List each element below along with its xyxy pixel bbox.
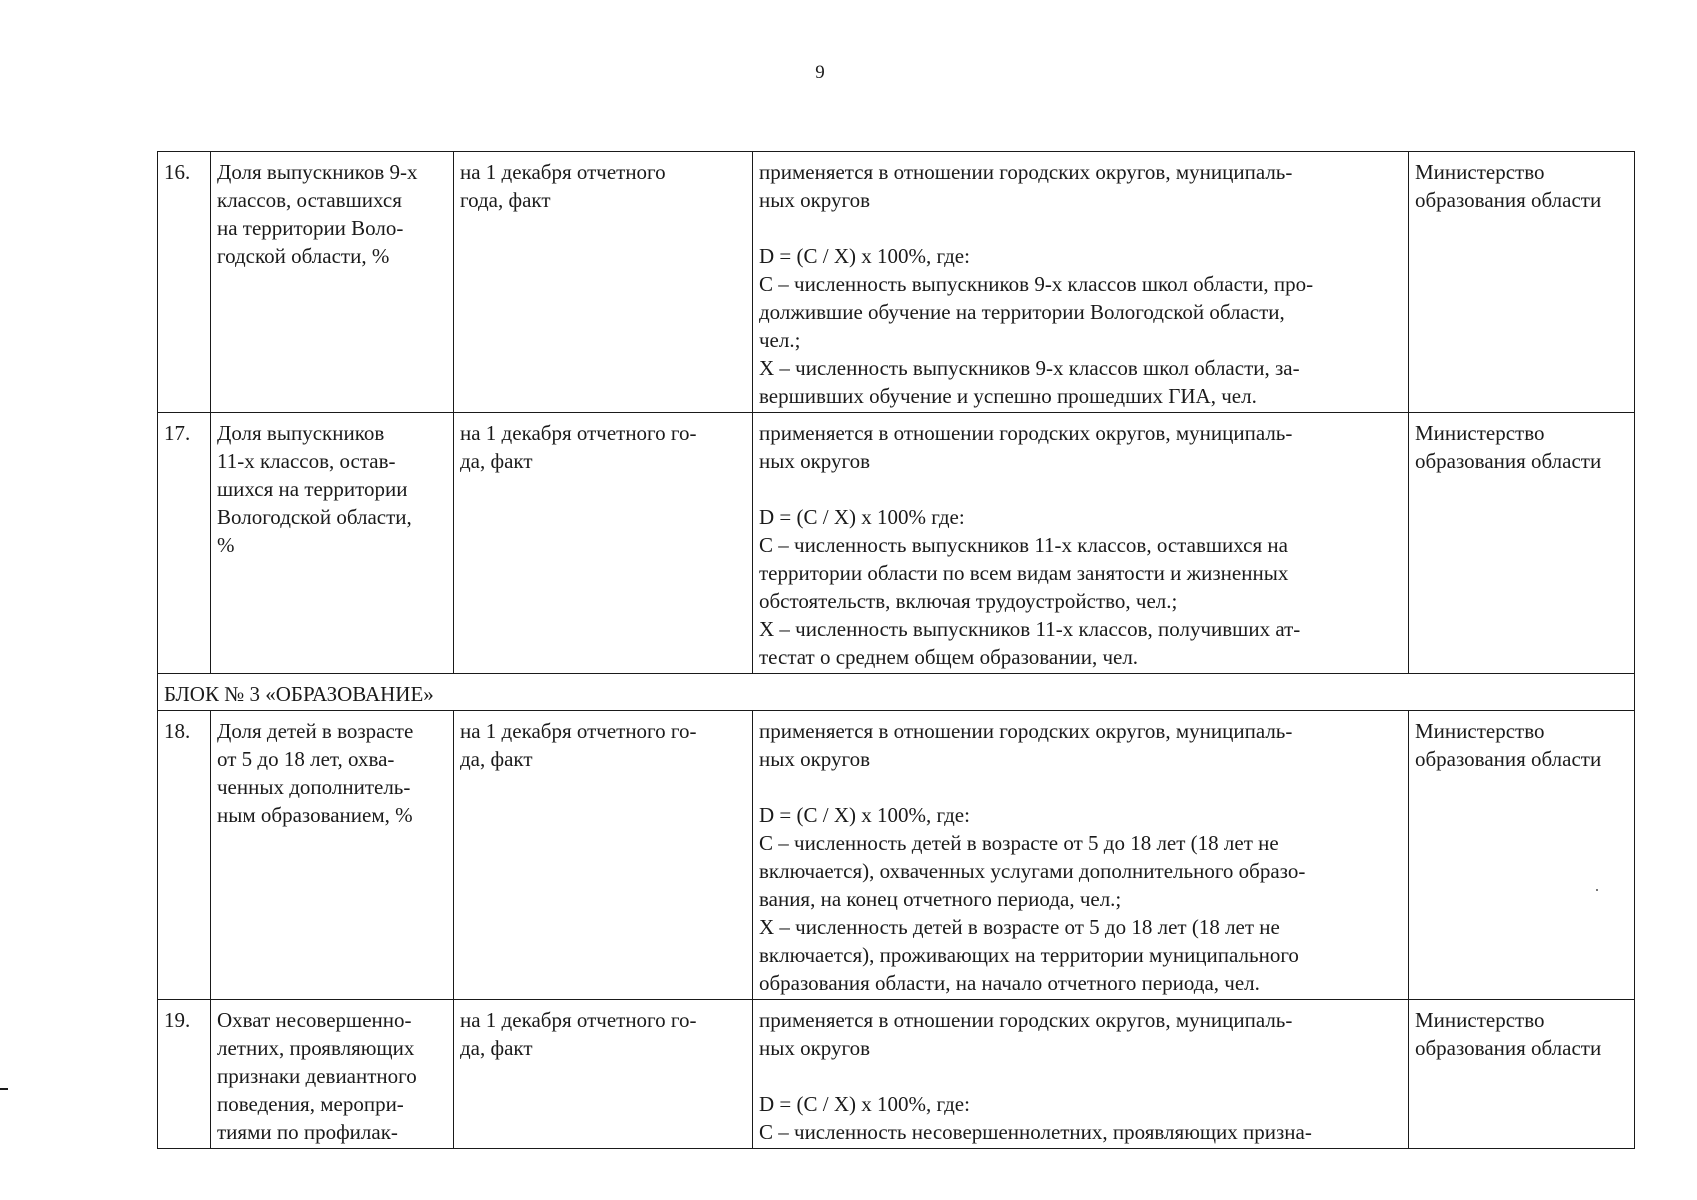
block-header-row	[158, 674, 1635, 711]
text-line: C – численность несовершеннолетних, проявляющих призна-	[759, 1120, 1312, 1144]
text-line: чел.;	[759, 328, 801, 352]
method-cell	[753, 413, 1409, 674]
text-line: Министерство	[1415, 1008, 1545, 1032]
paragraph-gap	[759, 475, 1404, 503]
text-line: образования области	[1415, 449, 1602, 473]
text-line: C – численность детей в возрасте от 5 до 18 лет (18 лет не	[759, 831, 1279, 855]
scan-speck	[1596, 889, 1598, 891]
text-line: Доля выпускников 9-х	[217, 160, 418, 184]
text-line: классов, оставшихся	[217, 188, 402, 212]
text-line: D = (C / X) x 100%, где:	[759, 803, 970, 827]
text-line: X – численность выпускников 9-х классов школ области, за-	[759, 356, 1300, 380]
text-line: Доля выпускников	[217, 421, 385, 445]
text-line: применяется в отношении городских округов, муниципаль-	[759, 421, 1293, 445]
text-line: образования области, на начало отчетного периода, чел.	[759, 971, 1260, 995]
text-line: ных округов	[759, 1036, 871, 1060]
text-line: на 1 декабря отчетного го-	[460, 421, 697, 445]
text-line: территории области по всем видам занятости и жизненных	[759, 561, 1289, 585]
text-line: вершивших обучение и успешно прошедших ГИА, чел.	[759, 384, 1257, 408]
text-line: C – численность выпускников 9-х классов школ области, про-	[759, 272, 1314, 296]
text-line: ным образованием, %	[217, 803, 413, 827]
text-line: применяется в отношении городских округов, муниципаль-	[759, 160, 1293, 184]
text-line: тиями по профилак-	[217, 1120, 398, 1144]
text-line: Доля детей в возрасте	[217, 719, 414, 743]
text-line: ных округов	[759, 747, 871, 771]
text-line: годской области, %	[217, 244, 390, 268]
indicator-cell	[211, 413, 454, 674]
method-cell	[753, 1000, 1409, 1149]
responsible-cell	[1409, 711, 1635, 1000]
text-line: X – численность детей в возрасте от 5 до 18 лет (18 лет не	[759, 915, 1280, 939]
indicator-cell	[211, 711, 454, 1000]
text-line: на 1 декабря отчетного	[460, 160, 666, 184]
page-number: 9	[815, 62, 825, 83]
text-line: вания, на конец отчетного периода, чел.;	[759, 887, 1122, 911]
text-line: X – численность выпускников 11-х классов, получивших ат-	[759, 617, 1301, 641]
text-line: летних, проявляющих	[217, 1036, 415, 1060]
table-row	[158, 1000, 1635, 1149]
text-line: Вологодской области,	[217, 505, 412, 529]
text-line: ченных дополнитель-	[217, 775, 411, 799]
row-number: 17.	[158, 413, 211, 674]
text-line: ных округов	[759, 449, 871, 473]
scan-margin-mark	[0, 1088, 8, 1090]
row-number: 19.	[158, 1000, 211, 1149]
text-line: да, факт	[460, 1036, 533, 1060]
date-cell	[454, 1000, 753, 1149]
paragraph-gap	[759, 1062, 1404, 1090]
text-line: включается), проживающих на территории муниципального	[759, 943, 1299, 967]
paragraph-gap	[759, 214, 1404, 242]
text-line: на 1 декабря отчетного го-	[460, 1008, 697, 1032]
text-line: признаки девиантного	[217, 1064, 417, 1088]
text-line: на территории Воло-	[217, 216, 404, 240]
text-line: года, факт	[460, 188, 551, 212]
text-line: Министерство	[1415, 421, 1545, 445]
text-line: должившие обучение на территории Вологодской области,	[759, 300, 1285, 324]
table-row	[158, 413, 1635, 674]
text-line: Министерство	[1415, 719, 1545, 743]
text-line: от 5 до 18 лет, охва-	[217, 747, 395, 771]
text-line: D = (C / X) x 100%, где:	[759, 244, 970, 268]
text-line: ных округов	[759, 188, 871, 212]
text-line: тестат о среднем общем образовании, чел.	[759, 645, 1139, 669]
row-number: 16.	[158, 152, 211, 413]
responsible-cell	[1409, 413, 1635, 674]
text-line: %	[217, 533, 235, 557]
text-line: да, факт	[460, 449, 533, 473]
text-line: на 1 декабря отчетного го-	[460, 719, 697, 743]
block-header: БЛОК № 3 «ОБРАЗОВАНИЕ»	[158, 674, 1635, 711]
indicator-cell	[211, 1000, 454, 1149]
table-row	[158, 711, 1635, 1000]
date-cell	[454, 413, 753, 674]
row-number: 18.	[158, 711, 211, 1000]
date-cell	[454, 711, 753, 1000]
text-line: D = (C / X) x 100% где:	[759, 505, 965, 529]
text-line: шихся на территории	[217, 477, 408, 501]
text-line: применяется в отношении городских округов, муниципаль-	[759, 719, 1293, 743]
text-line: D = (C / X) x 100%, где:	[759, 1092, 970, 1116]
text-line: применяется в отношении городских округов, муниципаль-	[759, 1008, 1293, 1032]
text-line: 11-х классов, остав-	[217, 449, 396, 473]
text-line: образования области	[1415, 1036, 1602, 1060]
text-line: образования области	[1415, 188, 1602, 212]
text-line: поведения, меропри-	[217, 1092, 404, 1116]
indicators-table	[157, 151, 1635, 1149]
method-cell	[753, 711, 1409, 1000]
text-line: обстоятельств, включая трудоустройство, чел.;	[759, 589, 1178, 613]
date-cell	[454, 152, 753, 413]
indicator-cell	[211, 152, 454, 413]
text-line: да, факт	[460, 747, 533, 771]
text-line: образования области	[1415, 747, 1602, 771]
paragraph-gap	[759, 773, 1404, 801]
text-line: Охват несовершенно-	[217, 1008, 412, 1032]
method-cell	[753, 152, 1409, 413]
responsible-cell	[1409, 152, 1635, 413]
text-line: Министерство	[1415, 160, 1545, 184]
text-line: включается), охваченных услугами дополнительного образо-	[759, 859, 1306, 883]
table-row	[158, 152, 1635, 413]
responsible-cell	[1409, 1000, 1635, 1149]
text-line: C – численность выпускников 11-х классов, оставшихся на	[759, 533, 1288, 557]
